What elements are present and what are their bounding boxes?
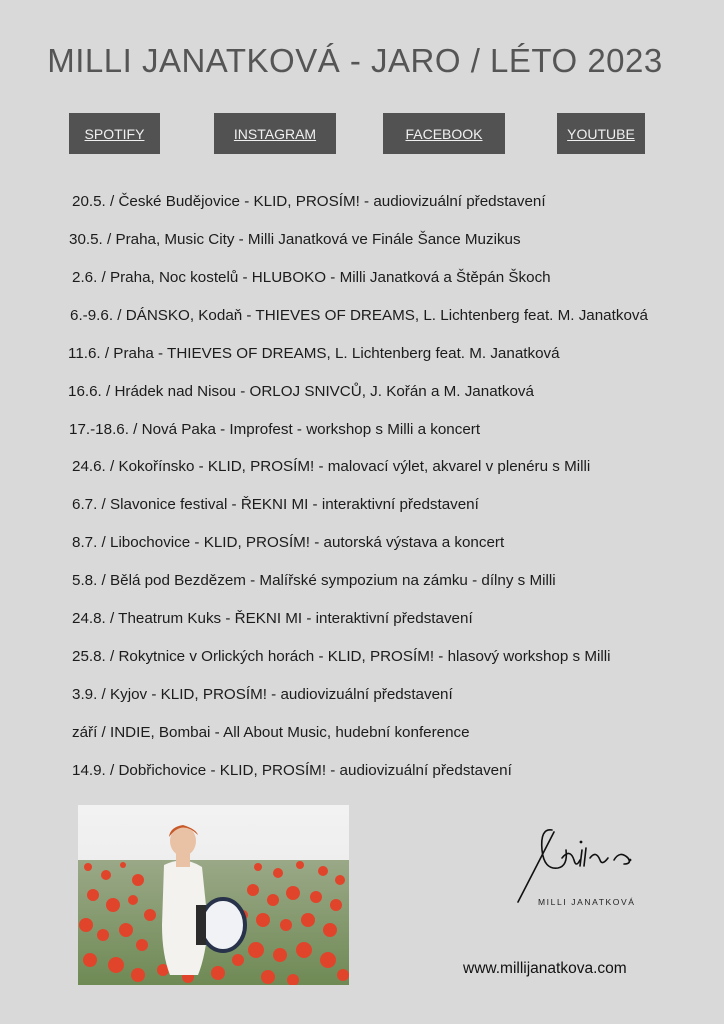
facebook-link[interactable]: FACEBOOK [383,113,505,154]
signature-name: MILLI JANATKOVÁ [538,897,636,907]
event-item: 11.6. / Praha - THIEVES OF DREAMS, L. Lichtenberg feat. M. Janatková [68,345,560,362]
youtube-link[interactable]: YOUTUBE [557,113,645,154]
event-item: 24.6. / Kokořínsko - KLID, PROSÍM! - malovací výlet, akvarel v plenéru s Milli [72,458,591,475]
page-title: MILLI JANATKOVÁ - JARO / LÉTO 2023 [47,42,663,79]
event-item: 14.9. / Dobřichovice - KLID, PROSÍM! - audiovizuální představení [72,762,512,779]
event-item: 2.6. / Praha, Noc kostelů - HLUBOKO - Milli Janatková a Štěpán Škoch [72,269,551,286]
event-item: 24.8. / Theatrum Kuks - ŘEKNI MI - interaktivní představení [72,610,473,627]
artist-photo [78,805,349,985]
event-item: 8.7. / Libochovice - KLID, PROSÍM! - autorská výstava a koncert [72,534,505,551]
event-item: 16.6. / Hrádek nad Nisou - ORLOJ SNIVCŮ, J. Kořán a M. Janatková [68,383,534,400]
spotify-link[interactable]: SPOTIFY [69,113,160,154]
event-item: září / INDIE, Bombai - All About Music, hudební konference [72,724,470,741]
event-item: 6.-9.6. / DÁNSKO, Kodaň - THIEVES OF DREAMS, L. Lichtenberg feat. M. Janatková [70,307,648,324]
event-item: 6.7. / Slavonice festival - ŘEKNI MI - interaktivní představení [72,496,479,513]
event-item: 5.8. / Bělá pod Bezdězem - Malířské sympozium na zámku - dílny s Milli [72,572,556,589]
event-item: 20.5. / České Budějovice - KLID, PROSÍM! - audiovizuální představení [72,193,546,210]
event-item: 30.5. / Praha, Music City - Milli Janatková ve Finále Šance Muzikus [69,231,521,248]
event-item: 25.8. / Rokytnice v Orlických horách - KLID, PROSÍM! - hlasový workshop s Milli [72,648,611,665]
event-item: 3.9. / Kyjov - KLID, PROSÍM! - audiovizuální představení [72,686,453,703]
event-item: 17.-18.6. / Nová Paka - Improfest - workshop s Milli a koncert [69,421,481,438]
instagram-link[interactable]: INSTAGRAM [214,113,336,154]
website-link[interactable]: www.millijanatkova.com [463,960,627,977]
